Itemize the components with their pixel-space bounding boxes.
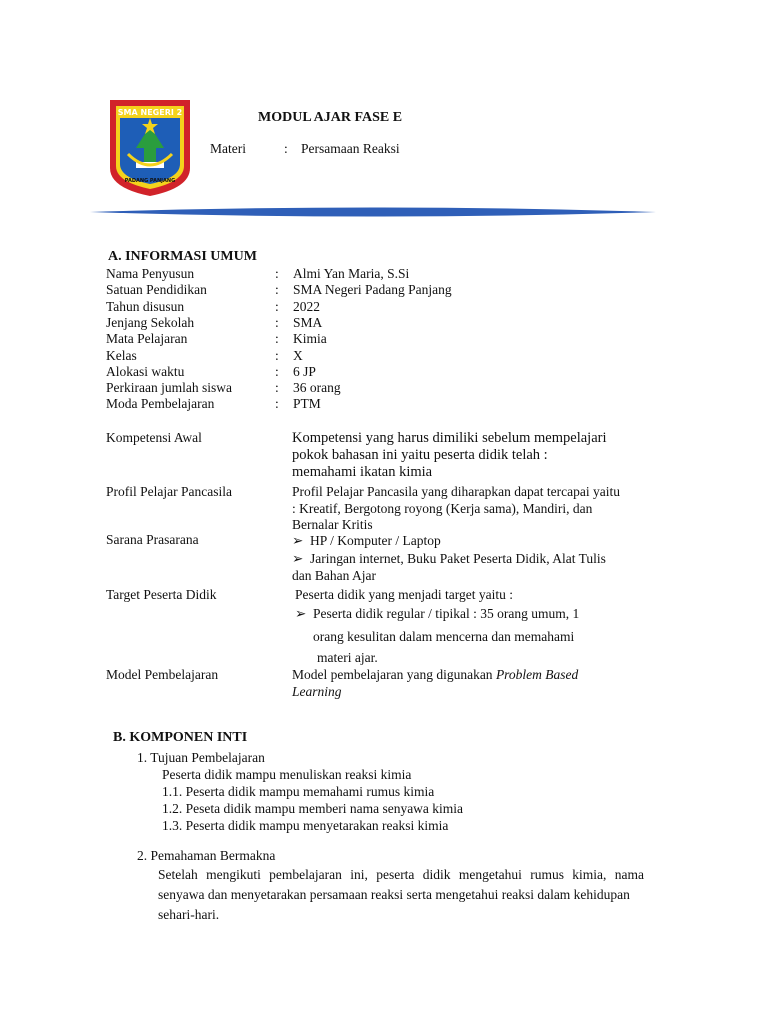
svg-text:SMA NEGERI 2: SMA NEGERI 2 [117, 108, 183, 117]
sarana-item: ➢ HP / Komputer / Laptop [292, 533, 441, 548]
model-label: Model Pembelajaran [106, 667, 219, 682]
info-colon: : [275, 298, 279, 314]
arrow-bullet-icon: ➢ [292, 533, 304, 548]
arrow-bullet-icon: ➢ [295, 606, 307, 621]
sarana-label: Sarana Prasarana [106, 532, 199, 547]
info-colon: : [275, 331, 279, 347]
pemahaman-paragraph [158, 865, 644, 925]
arrow-bullet-icon: ➢ [292, 550, 304, 566]
kompetensi-line: Kompetensi yang harus dimiliki sebelum mempelajari [292, 430, 607, 446]
profil-line: Bernalar Kritis [292, 517, 373, 532]
info-value: 2022 [293, 298, 320, 314]
target-intro: Peserta didik yang menjadi target yaitu : [295, 587, 513, 602]
kompetensi-line: pokok bahasan ini yaitu peserta didik telah : [292, 447, 548, 463]
info-value: 36 orang [293, 380, 341, 396]
info-value: 6 JP [293, 363, 316, 379]
target-label: Target Peserta Didik [106, 587, 217, 602]
info-colon: : [275, 380, 279, 396]
school-logo [106, 96, 194, 198]
tujuan-line: Peserta didik mampu menuliskan reaksi kimia [162, 767, 412, 782]
info-colon: : [275, 347, 279, 363]
tujuan-list [162, 766, 463, 834]
info-value: Almi Yan Maria, S.Si [293, 266, 410, 281]
target-item-cont: materi ajar. [317, 650, 378, 665]
profil-line: Profil Pelajar Pancasila yang diharapkan dapat tercapai yaitu [292, 484, 620, 499]
pemahaman-line: Setelah mengikuti pembelajaran ini, peserta didik mengetahui rumus kimia, nama [158, 867, 644, 882]
info-value: SMA Negeri Padang Panjang [293, 282, 452, 298]
section-b-heading: B. KOMPONEN INTI [113, 730, 248, 745]
info-value: X [293, 347, 303, 363]
kompetensi-label: Kompetensi Awal [106, 430, 202, 445]
kompetensi-line: memahami ikatan kimia [292, 464, 433, 480]
model-text: Model pembelajaran yang digunakan Problem Based Learning [292, 667, 579, 699]
sarana-list [292, 532, 642, 585]
document-title: MODUL AJAR FASE E [258, 110, 403, 125]
info-value: Kimia [293, 331, 327, 347]
info-label: Tahun disusun [106, 298, 185, 314]
sarana-item-cont: dan Bahan Ajar [292, 568, 376, 583]
info-colon: : [275, 363, 279, 379]
info-label: Satuan Pendidikan [106, 282, 207, 298]
target-item: ➢ Peserta didik regular / tipikal : 35 orang umum, 1 [295, 606, 580, 621]
pemahaman-title: 2. Pemahaman Bermakna [137, 848, 276, 863]
profil-line: : Kreatif, Bergotong royong (Kerja sama), Mandiri, dan [292, 500, 593, 516]
profil-label: Profil Pelajar Pancasila [106, 484, 232, 499]
info-label: Perkiraan jumlah siswa [106, 380, 232, 396]
profil-text [292, 484, 642, 534]
info-colon: : [275, 396, 279, 412]
pemahaman-line: senyawa dan menyetarakan persamaan reaksi serta mengetahui reaksi dalam kehidupan [158, 887, 630, 902]
tujuan-line: 1.3. Peserta didik mampu menyetarakan reaksi kimia [162, 818, 449, 833]
tujuan-title: 1. Tujuan Pembelajaran [137, 750, 265, 765]
info-label: Nama Penyusun [106, 266, 195, 281]
info-colon: : [275, 282, 279, 298]
target-item-cont: orang kesulitan dalam mencerna dan memahami [313, 629, 575, 644]
materi-label: Materi [210, 141, 246, 156]
info-value: SMA [293, 314, 323, 330]
info-colon: : [275, 314, 279, 330]
pemahaman-line: sehari-hari. [158, 907, 220, 922]
info-value: PTM [293, 396, 321, 412]
info-label: Kelas [106, 347, 137, 363]
materi-value: Persamaan Reaksi [301, 141, 400, 156]
kompetensi-text [292, 430, 642, 481]
section-a-heading: A. INFORMASI UMUM [108, 249, 257, 264]
tujuan-line: 1.1. Peserta didik mampu memahami rumus kimia [162, 784, 435, 799]
info-colon: : [275, 266, 279, 281]
tujuan-line: 1.2. Peseta didik mampu memberi nama senyawa kimia [162, 801, 464, 816]
header-divider [90, 205, 656, 219]
info-label: Moda Pembelajaran [106, 396, 215, 412]
svg-text:PADANG PANJANG: PADANG PANJANG [124, 178, 176, 184]
materi-colon: : [284, 141, 288, 156]
sarana-item: ➢ Jaringan internet, Buku Paket Peserta Didik, Alat Tulis [292, 550, 606, 566]
info-label: Mata Pelajaran [106, 331, 188, 347]
info-label: Jenjang Sekolah [106, 314, 195, 330]
info-label: Alokasi waktu [106, 363, 185, 379]
